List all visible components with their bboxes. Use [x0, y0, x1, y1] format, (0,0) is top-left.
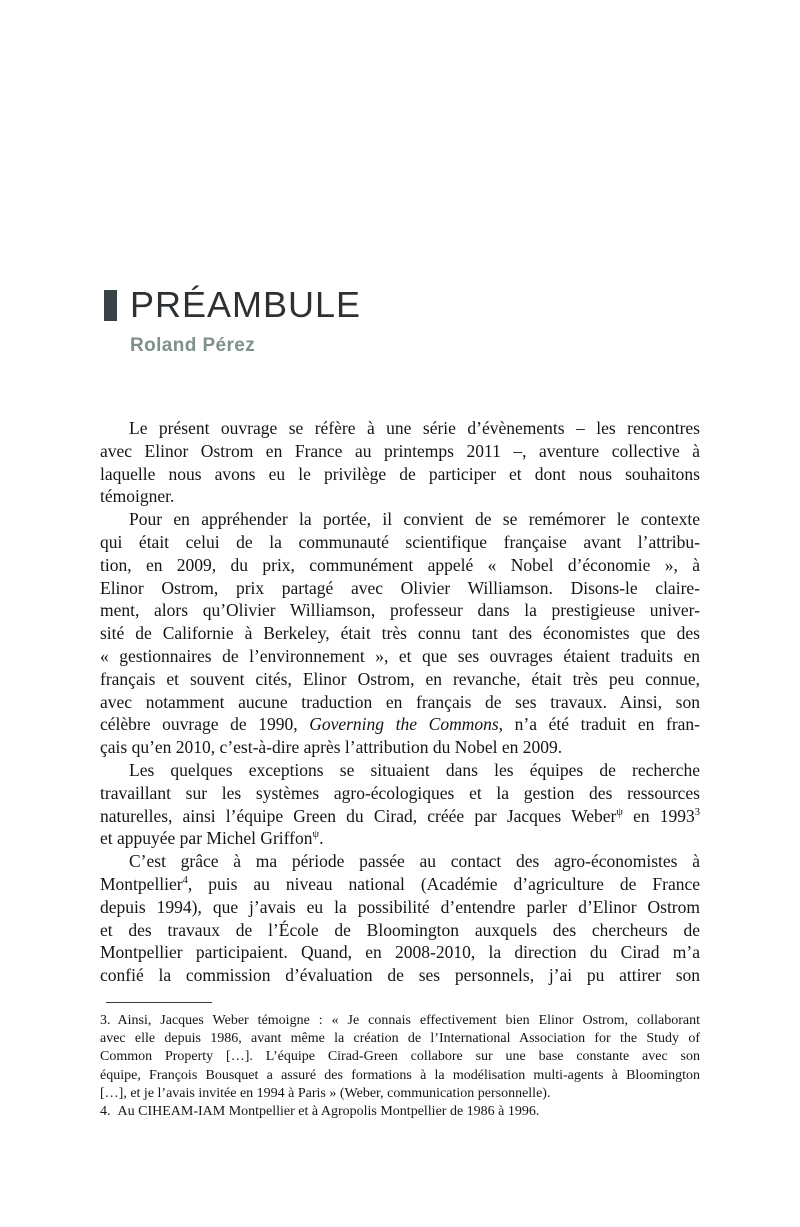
- body-line: français et souvent cités, Elinor Ostrom, en revanche, était très peu connue,: [100, 668, 700, 689]
- paragraph: [100, 417, 700, 508]
- body-line: sité de Californie à Berkeley, était très connu tant des économistes que des: [100, 623, 700, 644]
- body-line: depuis 1994), que j’avais eu la possibilité d’entendre parler d’Elinor Ostrom: [100, 896, 700, 917]
- paragraph: [100, 850, 700, 987]
- title-row: [104, 284, 362, 325]
- page-author: Roland Pérez: [130, 335, 256, 356]
- body-line: « gestionnaires de l’environnement », et que ses ouvrages étaient traduits en: [100, 645, 700, 666]
- body-line: tion, en 2009, du prix, communément appelé « Nobel d’économie », à: [100, 554, 700, 575]
- superscript-reference: 4: [182, 875, 188, 887]
- footnote-line: Common Property […]. L’équipe Cirad-Green collabore sur une base constante avec son: [100, 1049, 700, 1065]
- footnote-line: 3. Ainsi, Jacques Weber témoigne : « Je connais effectivement bien Elinor Ostrom, collaborant: [100, 1013, 700, 1028]
- body-line: et des travaux de l’École de Bloomington auxquels des chercheurs de: [100, 919, 700, 940]
- footnote: [100, 1103, 700, 1121]
- footnote-line: 4. Au CIHEAM-IAM Montpellier et à Agropolis Montpellier de 1986 à 1996.: [100, 1104, 540, 1120]
- body-line: confié la commission d’évaluation de ses personnels, j’ai pu attirer son: [100, 965, 700, 986]
- body-line: qui était celui de la communauté scientifique française avant l’attribu-: [100, 531, 700, 552]
- title-accent-bar-icon: [104, 290, 117, 321]
- footnote-line: équipe, François Bousquet a assuré des formations à la modélisation multi-agents à Bloomington: [100, 1067, 700, 1083]
- page-title: PRÉAMBULE: [130, 284, 362, 325]
- body-line: Montpellier$^4$, puis au niveau national (Académie d’agriculture de France: [100, 873, 700, 894]
- footnote-divider: [106, 1002, 212, 1003]
- body-line: ment, alors qu’Olivier Williamson, professeur dans la prestigieuse univer-: [100, 600, 700, 621]
- body-line: avec notamment aucune traduction en français de ses travaux. Ainsi, son: [100, 691, 700, 712]
- body-line: témoigner.: [100, 486, 175, 507]
- body-line: Les quelques exceptions se situaient dans les équipes de recherche: [129, 759, 700, 780]
- footnotes-section: [100, 1002, 700, 1121]
- body-line: çais qu’en 2010, c’est-à-dire après l’attribution du Nobel en 2009.: [100, 737, 563, 758]
- footnote-line: […], et je l’avais invitée en 1994 à Paris » (Weber, communication personnelle).: [100, 1085, 551, 1101]
- body-line: laquelle nous avons eu le privilège de participer et dont nous souhaitons: [100, 463, 700, 484]
- body-text: [100, 417, 700, 987]
- footnote-line: avec elle depuis 1986, avant même la création de l’International Association for the Study of: [100, 1031, 700, 1047]
- footnotes-list: [100, 1012, 700, 1121]
- body-line: célèbre ouvrage de 1990, Governing the Commons, n’a été traduit en fran-: [100, 714, 701, 735]
- chapter-header: [104, 284, 362, 357]
- superscript-reference: 3: [694, 806, 700, 818]
- body-line: Le présent ouvrage se réfère à une série d’évènements – les rencontres: [129, 418, 700, 438]
- footnote: [100, 1012, 700, 1103]
- body-line: Pour en appréhender la portée, il convient de se remémorer le contexte: [129, 509, 700, 530]
- body-line: Elinor Ostrom, prix partagé avec Olivier Williamson. Disons-le claire-: [100, 577, 700, 598]
- body-line: C’est grâce à ma période passée au contact des agro-économistes à: [129, 851, 700, 872]
- paragraph: [100, 508, 700, 759]
- superscript-reference: ψ: [616, 806, 623, 818]
- body-line: et appuyée par Michel Griffon$^\psi$.: [100, 828, 324, 849]
- body-line: Montpellier participaient. Quand, en 2008-2010, la direction du Cirad m’a: [100, 942, 700, 963]
- superscript-reference: ψ: [312, 829, 320, 841]
- body-line: avec Elinor Ostrom en France au printemps 2011 –, aventure collective à: [100, 440, 700, 461]
- paragraph: [100, 759, 700, 850]
- body-line: naturelles, ainsi l’équipe Green du Cirad, créée par Jacques Weber$^\psi$ en 1993$^3$: [100, 805, 700, 826]
- body-line: travaillant sur les systèmes agro-écologiques et la gestion des ressources: [100, 782, 700, 803]
